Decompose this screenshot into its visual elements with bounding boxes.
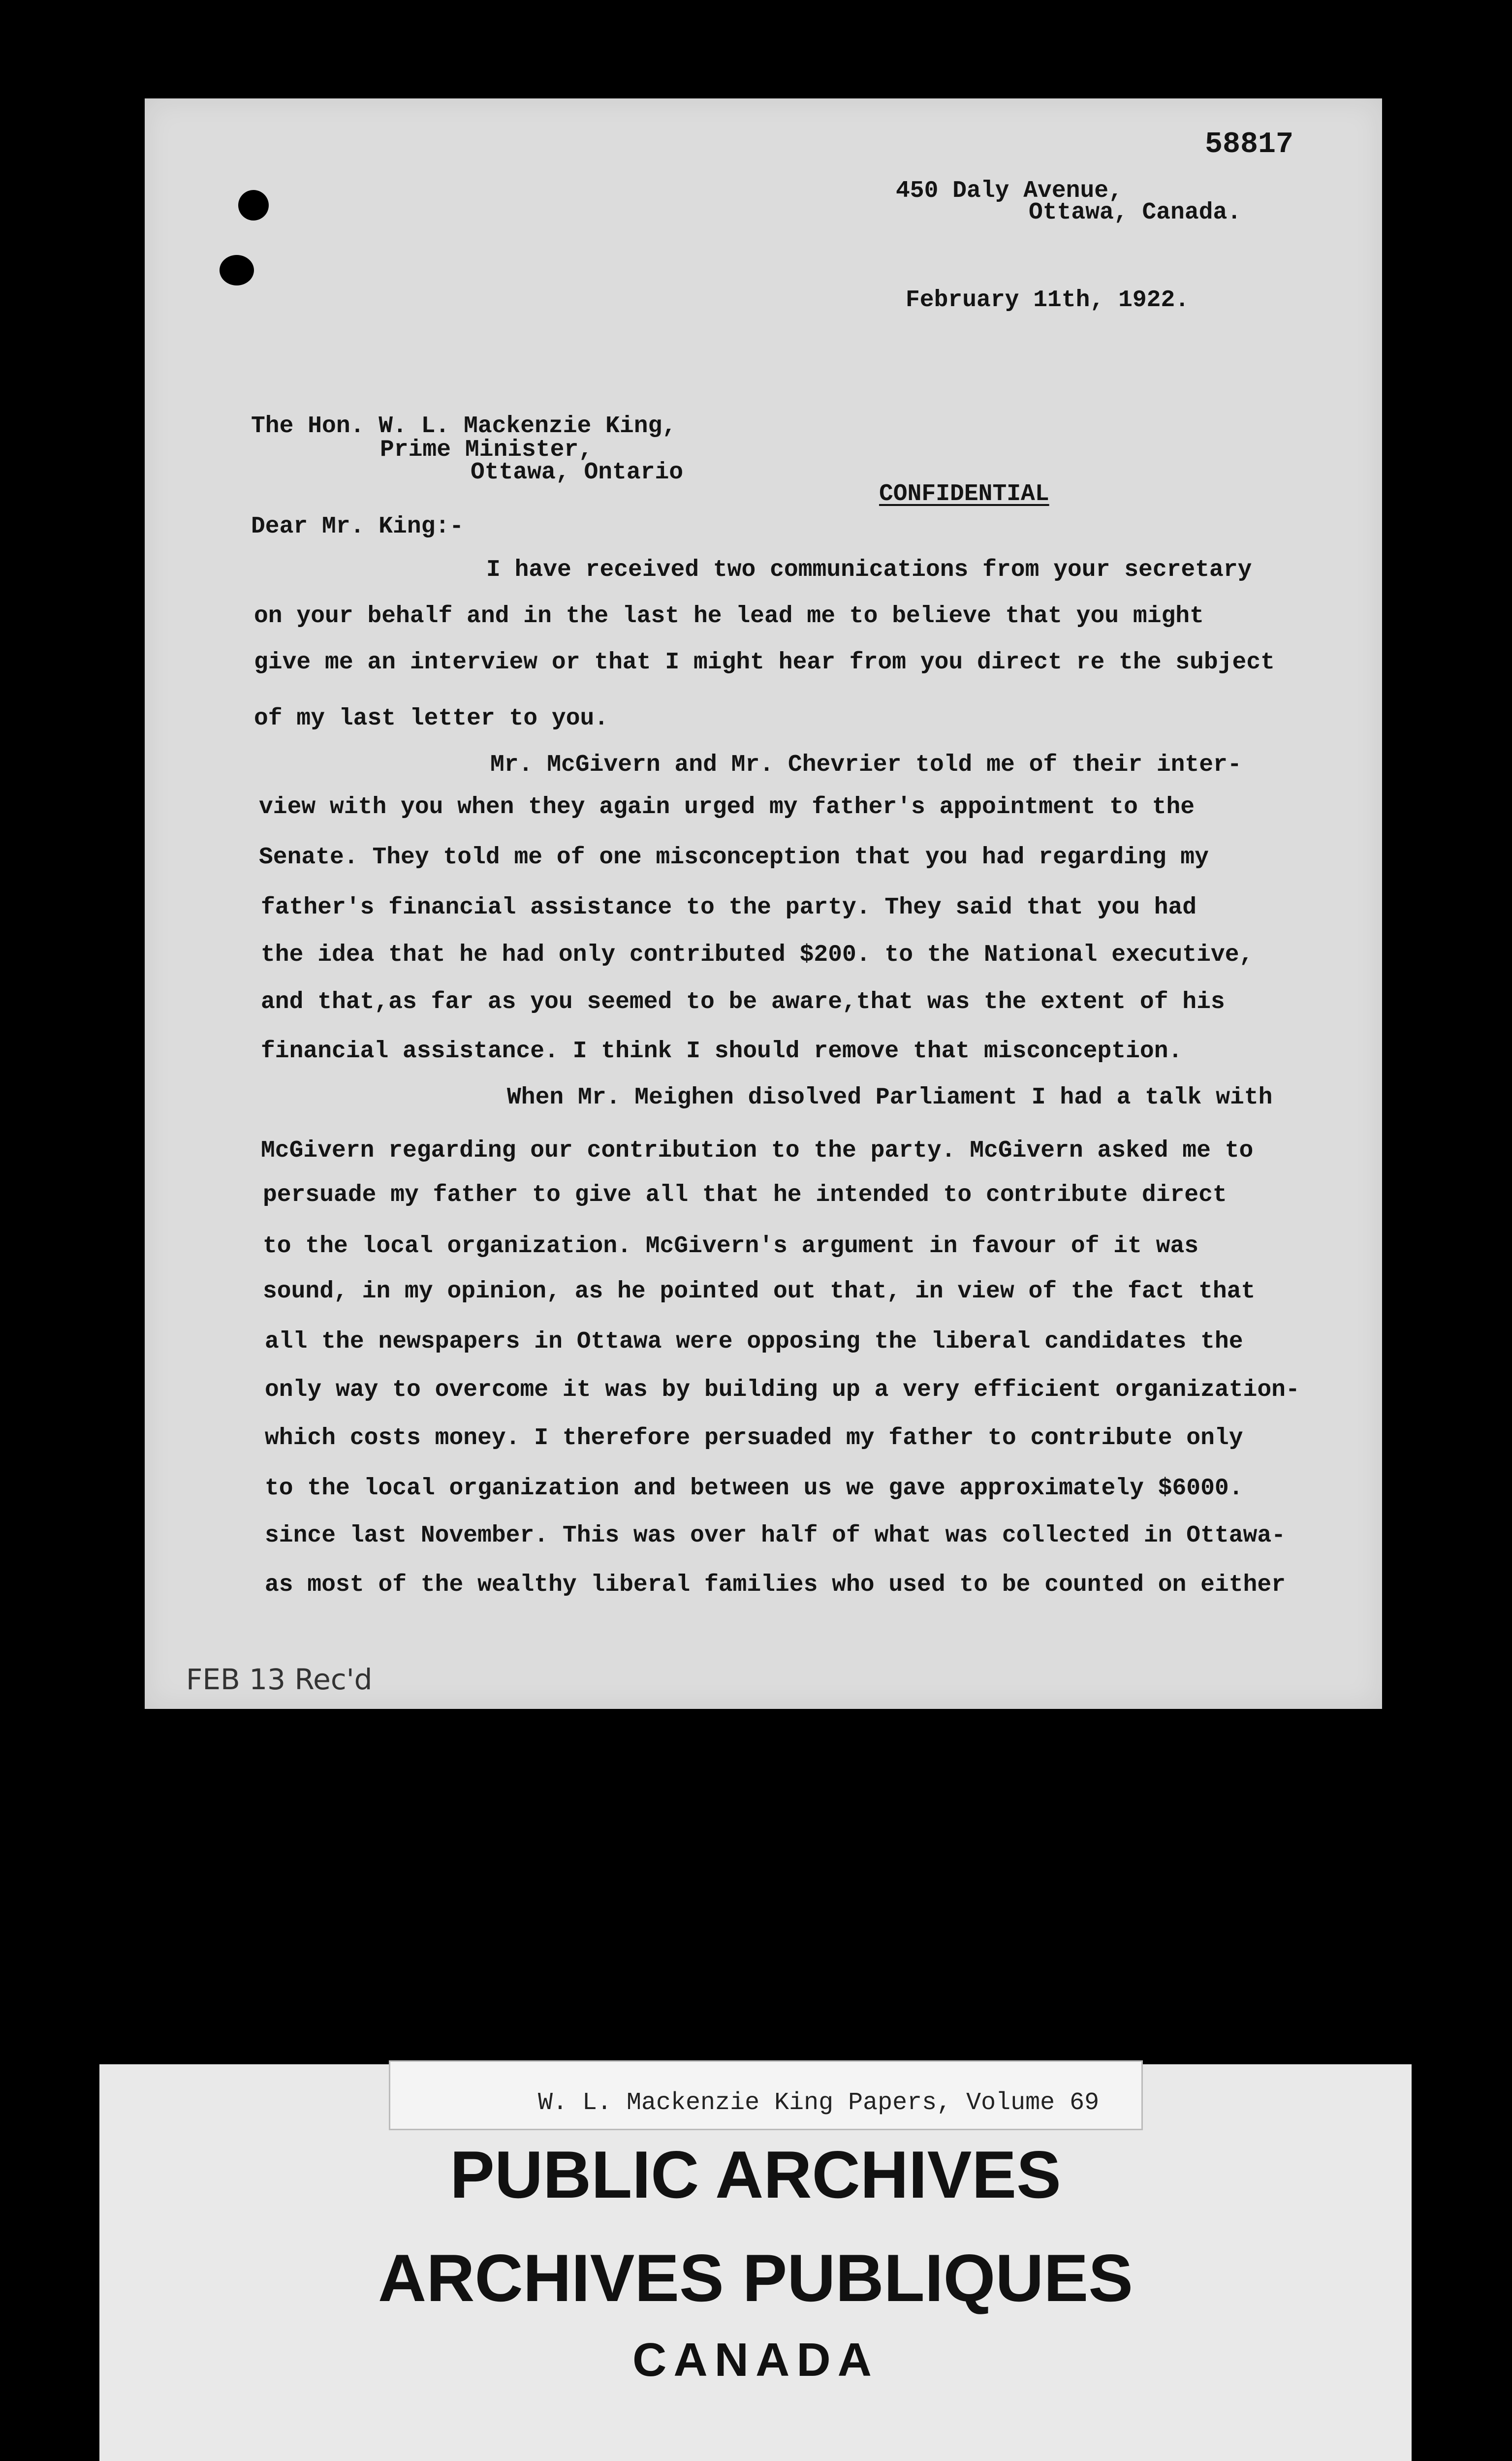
body-line: view with you when they again urged my father's appointment to the	[259, 794, 1195, 820]
punch-hole-top	[238, 190, 269, 221]
body-line: on your behalf and in the last he lead me to believe that you might	[254, 603, 1204, 630]
body-line: the idea that he had only contributed $200. to the National executive,	[261, 942, 1254, 968]
address-line-1: 450 Daly Avenue,	[896, 178, 1123, 204]
body-line: to the local organization. McGivern's argument in favour of it was	[263, 1233, 1199, 1260]
body-line: since last November. This was over half of what was collected in Ottawa-	[265, 1522, 1286, 1549]
body-line: I have received two communications from your secretary	[486, 557, 1252, 583]
body-line: as most of the wealthy liberal families who used to be counted on either	[265, 1572, 1286, 1598]
body-line: give me an interview or that I might hear from you direct re the subject	[254, 649, 1275, 676]
confidential-heading: CONFIDENTIAL	[879, 481, 1049, 507]
received-stamp: FEB 13 Rec'd	[186, 1663, 373, 1696]
body-line: financial assistance. I think I should remove that misconception.	[261, 1038, 1183, 1065]
body-line: father's financial assistance to the party. They said that you had	[261, 894, 1197, 921]
punch-hole-bottom	[220, 255, 254, 285]
collection-title: W. L. Mackenzie King Papers, Volume 69	[538, 2089, 1100, 2117]
body-line: persuade my father to give all that he intended to contribute direct	[263, 1182, 1227, 1208]
archive-country: CANADA	[632, 2334, 879, 2386]
recipient-line-1: The Hon. W. L. Mackenzie King,	[251, 413, 677, 440]
body-line: and that,as far as you seemed to be aware,that was the extent of his	[261, 989, 1225, 1015]
body-line: Senate. They told me of one misconception that you had regarding my	[259, 844, 1209, 871]
body-line: sound, in my opinion, as he pointed out that, in view of the fact that	[263, 1278, 1256, 1305]
recipient-line-3: Ottawa, Ontario	[471, 459, 684, 486]
body-line: to the local organization and between us we gave approximately $6000.	[265, 1475, 1243, 1502]
letter-date: February 11th, 1922.	[906, 287, 1190, 314]
recipient-line-2: Prime Minister,	[380, 437, 593, 463]
body-line: Mr. McGivern and Mr. Chevrier told me of their inter-	[490, 752, 1242, 778]
body-line: of my last letter to you.	[254, 705, 609, 732]
page-number: 58817	[1205, 128, 1294, 161]
body-line: which costs money. I therefore persuaded my father to contribute only	[265, 1425, 1243, 1451]
archive-name-french: ARCHIVES PUBLIQUES	[378, 2240, 1133, 2315]
body-line: When Mr. Meighen disolved Parliament I had a talk with	[507, 1084, 1273, 1111]
body-line: all the newspapers in Ottawa were opposing the liberal candidates the	[265, 1328, 1243, 1355]
archive-name-english: PUBLIC ARCHIVES	[450, 2137, 1061, 2212]
salutation: Dear Mr. King:-	[251, 513, 464, 540]
body-line: only way to overcome it was by building up a very efficient organization-	[265, 1377, 1300, 1403]
body-line: McGivern regarding our contribution to the party. McGivern asked me to	[261, 1137, 1254, 1164]
address-line-2: Ottawa, Canada.	[1029, 199, 1242, 226]
